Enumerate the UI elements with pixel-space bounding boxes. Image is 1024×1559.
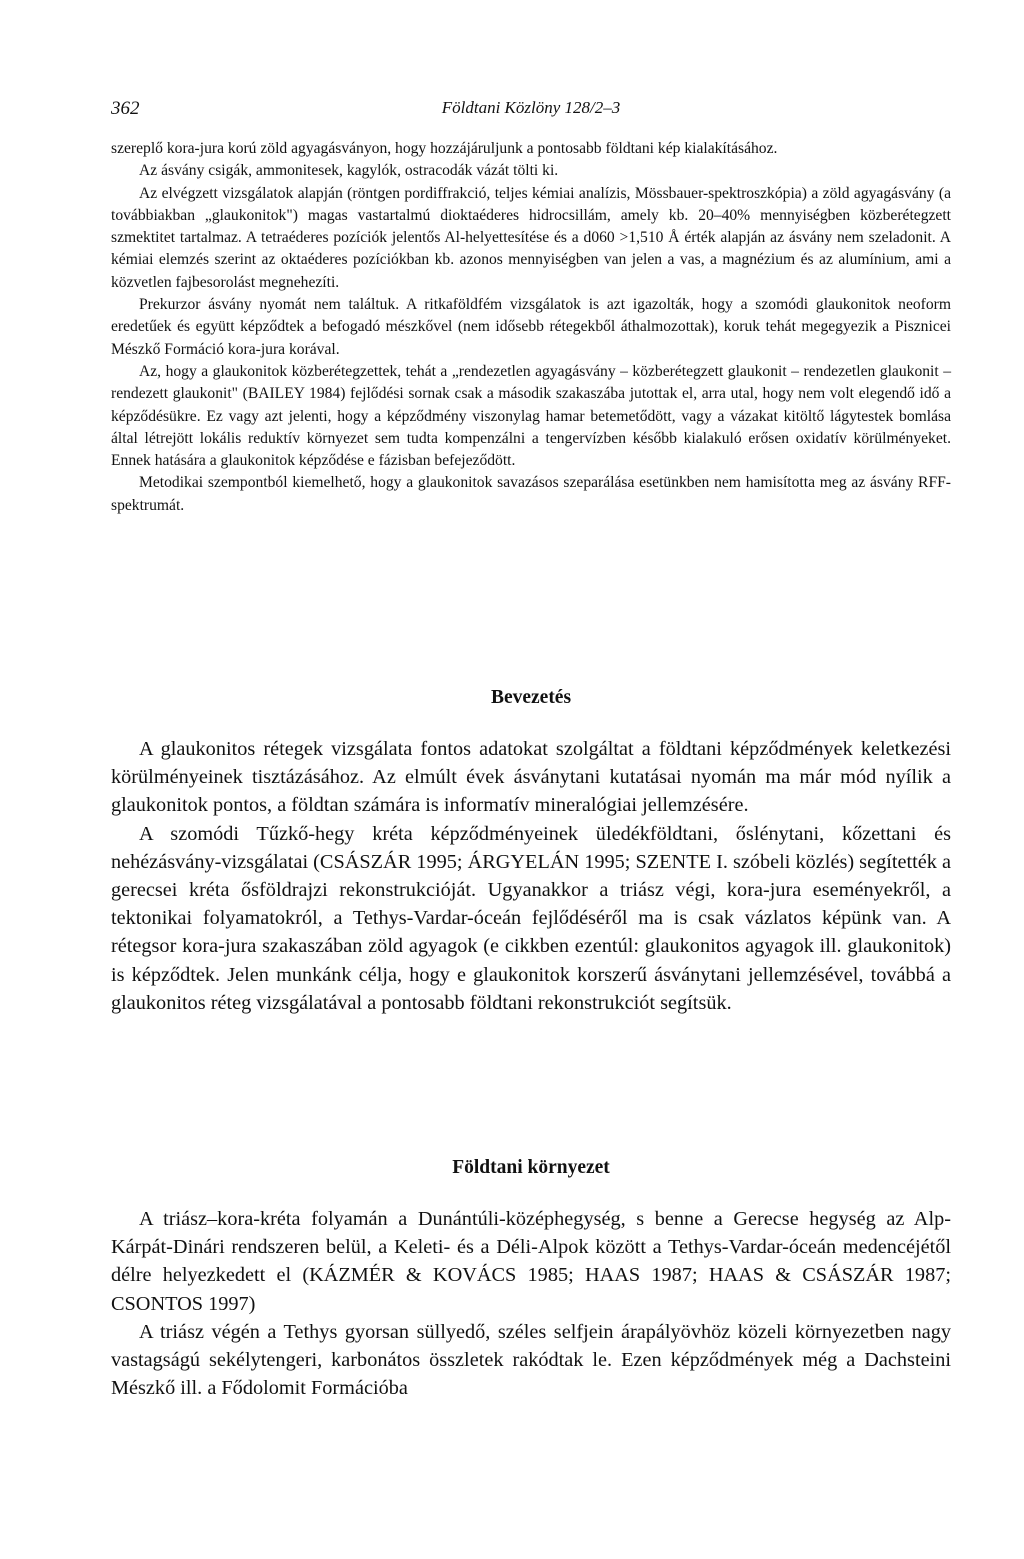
page-number: 362 [111,98,140,119]
summary-paragraph-1: szereplő kora-jura korú zöld agyagásványon, hogy hozzájáruljunk a pontosabb földtani kép kialakításához. [111,140,778,157]
journal-title: Földtani Közlöny 128/2–3 [441,98,621,117]
introduction-text [111,735,951,1017]
summary-paragraph-3: Az elvégzett vizsgálatok alapján (röntgen pordiffrakció, teljes kémiai analízis, Mössbauer-spektroszkópia) a zöld agyagásvány (a továbbiakban „glaukonitok") magas vastartalmú dioktaéderes hidrocsillám, amely kb. 20–40% mennyiségben közberétegzett szmektitet tartalmaz. A tetraéderes pozíciók jelentős Al-helyettesítése és a d060 >1,510 Å érték alapján az ásvány nem szeladonit. A kémiai elemzés szerint az oktaéderes pozíciókban kb. azonos mennyiségben van jelen a vas, a magnézium és az alumínium, ami a közvetlen fajbesorolást megnehezíti. [111,184,951,291]
geological-setting-text [111,1205,951,1402]
section-heading-geological-setting: Földtani környezet [452,1157,610,1178]
running-header [111,98,951,120]
geological-setting-paragraph-1: A triász–kora-kréta folyamán a Dunántúli-középhegység, s benne a Gerecse hegység az Alp-Kárpát-Dinári rendszeren belül, a Keleti- és a Déli-Alpok között a Tethys-Vardar-óceán medencéjétől délre helyezkedett el (KÁZMÉR & KOVÁCS 1985; HAAS 1987; HAAS & CSÁSZÁR 1987; CSONTOS 1997) [111,1208,951,1315]
summary-paragraph-2: Az ásvány csigák, ammonitesek, kagylók, ostracodák vázát tölti ki. [139,162,559,180]
introduction-paragraph-2: A szomódi Tűzkő-hegy kréta képződményeinek üledékföldtani, őslénytani, kőzettani és nehézásvány-vizsgálatai (CSÁSZÁR 1995; ÁRGYELÁN 1995; SZENTE I. szóbeli közlés) segítették a gerecsei kréta ősföldrajzi rekonstrukcióját. Ugyanakkor a triász végi, kora-jura eseményekről, a tektonikai folyamatokról, a Tethys-Vardar-óceán fejlődéséről ma is csak vázlatos képünk van. A rétegsor kora-jura szakaszában zöld agyagok (e cikkben ezentúl: glaukonitos agyagok ill. glaukonitok) is képződtek. Jelen munkánk célja, hogy e glaukonitok korszerű ásványtani jellemzésével, továbbá a glaukonitos réteg vizsgálatával a pontosabb földtani rekonstrukciót segítsük. [111,822,951,1014]
summary-text [111,138,951,517]
summary-paragraph-6: Metodikai szempontból kiemelhető, hogy a glaukonitok savazásos szeparálása esetünkben nem hamisította meg az ásvány RFF-spektrumát. [111,474,951,514]
introduction-paragraph-1: A glaukonitos rétegek vizsgálata fontos adatokat szolgáltat a földtani képződmények keletkezési körülményeinek tisztázásához. Az elmúlt évek ásványtani kutatásai nyomán ma már mód nyílik a glaukonitok pontos, a földtan számára is informatív mineralógiai jellemzésére. [111,738,951,817]
summary-paragraph-4: Prekurzor ásvány nyomát nem találtuk. A ritkaföldfém vizsgálatok is azt igazolták, hogy a szomódi glaukonitok neoform eredetűek és együtt képződtek a befogadó mészkővel (nem idősebb rétegekből áthalmozottak), koruk tehát megegyezik a Pisznicei Mészkő Formáció kora-jura korával. [111,296,951,358]
section-heading-introduction: Bevezetés [490,687,572,708]
geological-setting-paragraph-2: A triász végén a Tethys gyorsan süllyedő, széles selfjein árapályövhöz közeli környezetben nagy vastagságú sekélytengeri, karbonátos összletek rakódtak le. Ezen képződmények még a Dachsteini Mészkő ill. a Fődolomit Formációba [111,1320,951,1400]
summary-paragraph-5: Az, hogy a glaukonitok közberétegzettek, tehát a „rendezetlen agyagásvány – közberétegzett glaukonit – rendezetlen glaukonit – rendezett glaukonit" (BAILEY 1984) fejlődési sornak csak a második szakaszába jutottak el, arra utal, hogy nem volt elegendő idő a képződésükre. Ez vagy azt jelenti, hogy a képződmény viszonylag hamar betemetődött, vagy a vázakat kitöltő lágytestek bomlása által létrejött lokális reduktív környezet sem tudta kompenzálni a tengervízben később kialakuló erősen oxidatív körülményeket. Ennek hatására a glaukonitok képződése e fázisban befejeződött. [111,362,951,470]
